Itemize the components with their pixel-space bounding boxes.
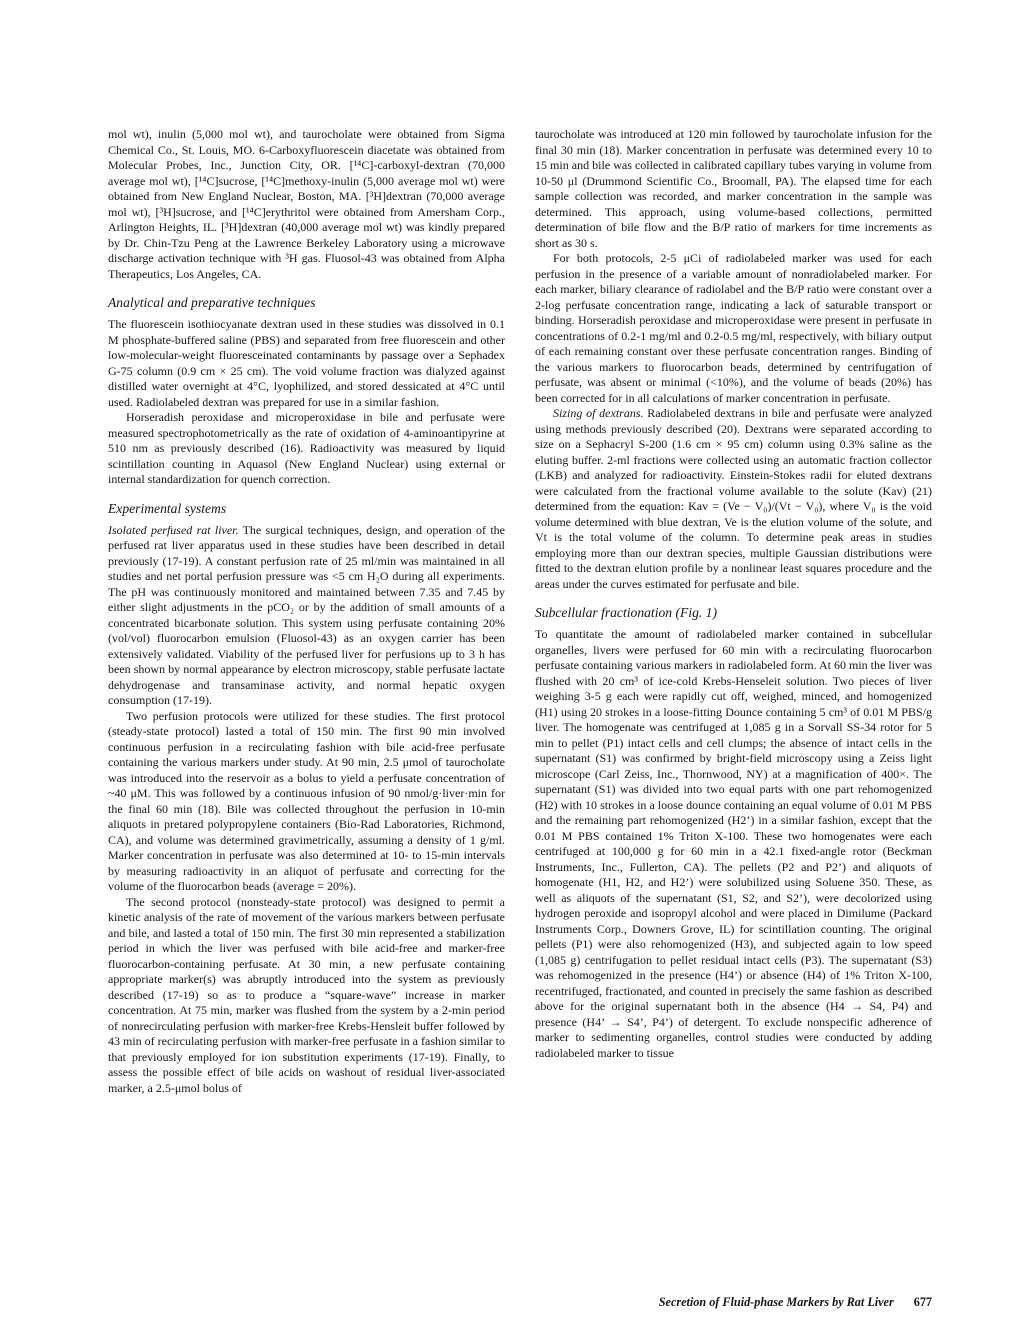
text-columns [108, 127, 932, 1096]
paragraph-sizing-dextrans-text: Radiolabeled dextrans in bile and perfusate were analyzed using methods previously described (20). Dextrans were separated according to size on a Sephacryl S-200 (1.6 cm × 95 cm) column using 0.3% saline as the eluting buffer. 2-ml fractions were collected using an automatic fraction collector (LKB) and analyzed for radioactivity. Einstein-Stokes radii for eluted dextrans were calculated from the fractional volume available to the solute (Kav) (21) determined from the equation: Kav = (Ve − V₀)/(Vt − V₀), where V₀ is the void volume determined with blue dextran, Ve is the elution volume of the solute, and Vt is the total volume of the column. To determine peak areas in studies employing more than our dextran species, multiple Gaussian distributions were fitted to the dextran elution profile by a nonlinear least squares procedure and the areas under the curves estimated for perfusate and bile. [535, 406, 933, 591]
left-column [108, 127, 505, 1096]
paragraph-sizing-dextrans [535, 406, 932, 592]
paragraph-peroxidase: Horseradish peroxidase and microperoxidase in bile and perfusate were measured spectrophotometrically as the rate of oxidation of 4-aminoantipyrine at 510 nm as previously described (16). Radioactivity was measured by liquid scintillation counting in Aquasol (New England Nuclear) using external or internal standardization for quench correction. [108, 410, 505, 486]
paragraph-materials: mol wt), inulin (5,000 mol wt), and taurocholate were obtained from Sigma Chemical Co., St. Louis, MO. 6-Carboxyfluorescein diacetate was obtained from Molecular Probes, Inc., Junction City, OR. [¹⁴C]-carboxyl-dextran (70,000 average mol wt), [¹⁴C]sucrose, [¹⁴C]methoxy-inulin (5,000 average mol wt) were obtained from New England Nuclear, Boston, MA. [³H]dextran (70,000 average mol wt), [³H]sucrose, and [¹⁴C]erythritol were obtained from Amersham Corp., Arlington Heights, IL. [³H]dextran (40,000 average mol wt) was kindly prepared by Dr. Chin-Tzu Peng at the Lawrence Berkeley Laboratory using a microwave discharge activation technique with ³H gas. Fluosol-43 was obtained from Alpha Therapeutics, Los Angeles, CA. [108, 127, 505, 281]
paragraph-fractionation: To quantitate the amount of radiolabeled marker contained in subcellular organelles, livers were perfused for 60 min with a recirculating fluorocarbon perfusate containing various markers in radiolabeled form. At 60 min the liver was flushed with 20 cm³ of ice-cold Krebs-Henseleit solution. Two pieces of liver weighing 3-5 g each were rapidly cut off, weighed, minced, and homogenized (H1) using 20 strokes in a loose-fitting Dounce containing 5 cm³ of 0.01 M PBS/g liver. The homogenate was centrifuged at 1,085 g in a Sorvall SS-34 rotor for 5 min to pellet (P1) intact cells and cell clumps; the absence of intact cells in the supernatant (S1) was confirmed by bright-field microscopy using a Zeiss light microscope (Carl Zeiss, Inc., Thornwood, NY) at a magnification of 400×. The supernatant (S1) was divided into two equal parts with one part rehomogenized (H2) with 10 strokes in a loose dounce containing an equal volume of 0.01 M PBS and the remaining part rehomogenized (H2’) in a similar fashion, except that the 0.01 M PBS contained 1% Triton X-100. These two homogenates were each centrifuged at 100,000 g for 60 min in a 42.1 fixed-angle rotor (Beckman Instruments, Inc., Fullerton, CA). The pellets (P2 and P2’) and aliquots of homogenate (H1, H2, and H2’) were solubilized using Soluene 350. These, as well as aliquots of the supernatant (S1, S2, and S2’), were decolorized using hydrogen peroxide and isopropyl alcohol and were placed in Dimilume (Packard Instruments Corp., Downers Grove, IL) for scintillation counting. The original pellets (P1) were also rehomogenized (H3), and subjected again to low speed (1,085 g) centrifugation to pellet residual intact cells (P3). The supernatant (S3) was rehomogenized in the presence (H4’) or absence (H4) of 1% Triton X-100, recentrifuged, fractionated, and counted in precisely the same fashion as described above for the original supernatant both in the absence (H4 → S4, P4) and presence (H4’ → S4’, P4’) of detergent. To exclude nonspecific adherence of marker to sedimenting organelles, control studies were conducted by adding radiolabeled marker to tissue [535, 627, 932, 1060]
running-title: Secretion of Fluid-phase Markers by Rat Liver [658, 1295, 894, 1309]
paragraph-fitc-dextran: The fluorescein isothiocyanate dextran used in these studies was dissolved in 0.1 M phosphate-buffered saline (PBS) and separated from free fluorescein and other low-molecular-weight fluoresceinated contaminants by passage over a Sephadex G-75 column (0.9 cm × 25 cm). The void volume fraction was dialyzed against distilled water overnight at 4°C, lyophilized, and stored dessicated at 4°C until used. Radiolabeled dextran was prepared for use in a similar fashion. [108, 317, 505, 409]
paragraph-isolated-liver-text: The surgical techniques, design, and operation of the perfused rat liver apparatus used in these studies have been described in detail previously (17-19). A constant perfusion rate of 25 ml/min was maintained in all studies and net portal perfusion pressure was <5 cm H₂O during all experiments. The pH was continuously monitored and maintained between 7.35 and 7.45 by either slight adjustments in the pCO₂ or by the addition of small amounts of a concentrated bicarbonate solution. This system using perfusate containing 20% (vol/vol) fluorocarbon emulsion (Fluosol-43) as an oxygen carrier has been extensively validated. Viability of the perfused liver for perfusions up to 3 h has been shown by normal appearance by electron microscopy, stable perfusate lactate dehydrogenase and transaminase activity, and normal hepatic oxygen consumption (17-19). [108, 522, 505, 707]
right-column [535, 127, 932, 1096]
page-number: 677 [913, 1295, 932, 1309]
paragraph-isolated-liver [108, 523, 505, 709]
runin-heading-sizing-dextrans: Sizing of dextrans. [553, 406, 644, 420]
page-footer [659, 1295, 932, 1311]
paragraph-taurocholate: taurocholate was introduced at 120 min followed by taurocholate infusion for the final 30 min (18). Marker concentration in perfusate was determined every 10 to 15 min and bile was collected in calibrated capillary tubes varying in volume from 10-50 μl (Drummond Scientific Co., Broomall, PA). The elapsed time for each sample collection was recorded, and marker concentration in the sample was determined. This approach, using volume-based collections, permitted determination of bile flow and the B/P ratio of markers for time increments as short as 30 s. [535, 127, 932, 250]
paragraph-both-protocols: For both protocols, 2-5 μCi of radiolabeled marker was used for each perfusion in the presence of a variable amount of nonradiolabeled marker. For each marker, biliary clearance of radiolabel and the B/P ratio were constant over a 2-log perfusate concentration range, indicating a lack of saturable transport or binding. Horseradish peroxidase and microperoxidase were present in perfusate in concentrations of 0.2-1 mg/ml and 0.2-0.5 mg/ml, respectively, with biliary output of each remaining constant over these perfusate concentration ranges. Binding of the various markers to fluorocarbon beads, determined by centrifugation of perfusate, was absent or minimal (<10%), and the volume of beads (20%) has been corrected for in all calculations of marker concentration in perfusate. [535, 251, 932, 405]
paragraph-protocol-one: Two perfusion protocols were utilized for these studies. The first protocol (steady-state protocol) lasted a total of 150 min. The first 90 min involved continuous perfusion in a recirculating fashion with bile acid-free perfusate containing the various markers under study. At 90 min, 2.5 μmol of taurocholate was introduced into the reservoir as a bolus to yield a perfusate concentration of ~40 μM. This was followed by a continuous infusion of 90 nmol/g·liver·min for the final 60 min (18). Bile was collected throughout the perfusion in 10-min aliquots in pretared polypropylene containers (Bio-Rad Laboratories, Richmond, CA), and volume was determined gravimetrically, assuming a density of 1 g/ml. Marker concentration in perfusate was also determined at 10- to 15-min intervals by measuring radioactivity in an aliquot of perfusate and correcting for the volume of the fluorocarbon beads (average = 20%). [108, 708, 505, 893]
paragraph-protocol-two: The second protocol (nonsteady-state protocol) was designed to permit a kinetic analysis of the rate of movement of the various markers between perfusate and bile, and lasted a total of 150 min. The first 30 min represented a stabilization period in which the liver was perfused with bile acid-free and marker-free fluorocarbon-containing perfusate. At 30 min, a new perfusate containing appropriate marker(s) was abruptly introduced into the system as previously described (17-19) so as to produce a “square-wave” increase in marker concentration. At 75 min, marker was flushed from the system by a 2-min period of nonrecirculating perfusion with marker-free Krebs-Hensleit buffer followed by 43 min of recirculating perfusion with marker-free perfusate in a fashion similar to that previously employed for ion substitution experiments (17-19). Finally, to assess the possible effect of bile acids on washout of residual liver-associated marker, a 2.5-μmol bolus of [108, 894, 505, 1095]
runin-heading-isolated-liver: Isolated perfused rat liver. [108, 522, 239, 537]
section-heading-experimental: Experimental systems [108, 500, 227, 516]
section-heading-subcellular: Subcellular fractionation (Fig. 1) [535, 605, 717, 620]
section-heading-analytical: Analytical and preparative techniques [108, 295, 316, 310]
